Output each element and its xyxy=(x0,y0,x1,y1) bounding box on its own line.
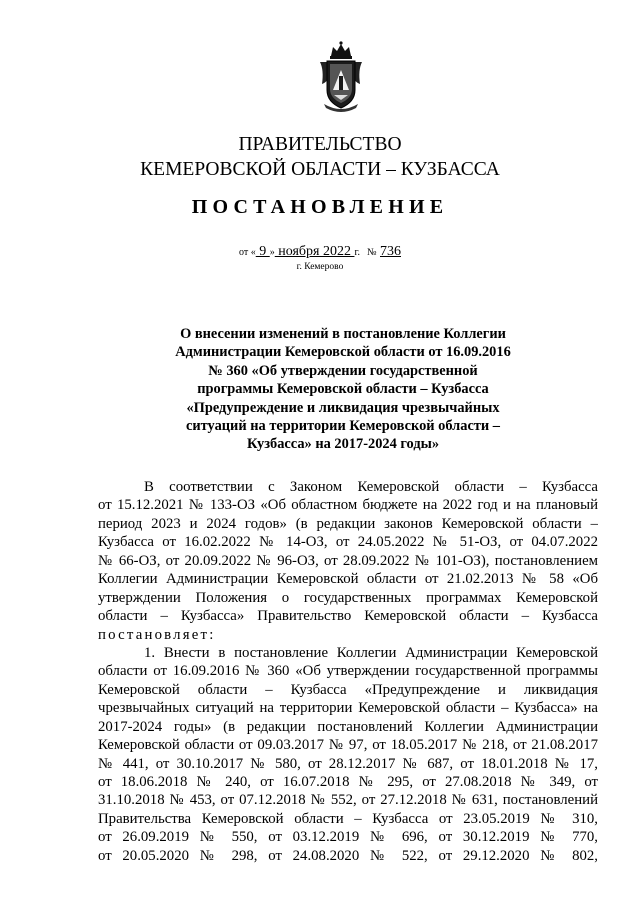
body-line: Правительства Кемеровской области – Кузбасса от 23.05.2019 № 310, xyxy=(98,810,598,827)
date-prefix: от « xyxy=(238,247,256,258)
body-line: области – Кузбасса» Правительство Кемеровской области – Кузбасса xyxy=(98,608,598,625)
document-title xyxy=(166,325,520,454)
body-line: от 15.12.2021 № 133-ОЗ «Об областном бюджете на 2022 год и на плановый xyxy=(98,497,598,514)
document-body xyxy=(98,478,598,865)
body-line: 31.10.2018 № 453, от 07.12.2018 № 552, от 27.12.2018 № 631, постановлений xyxy=(98,792,598,809)
date-day: 9 xyxy=(255,244,270,259)
title-line: № 360 «Об утверждении государственной xyxy=(208,362,478,379)
body-line: Кузбасса от 16.02.2022 № 14-ОЗ, от 24.05.2022 № 51-ОЗ, от 04.07.2022 xyxy=(98,534,598,551)
coat-of-arms-emblem xyxy=(318,40,364,112)
title-line: программы Кемеровской области – Кузбасса xyxy=(197,381,489,398)
body-line: от 20.05.2020 № 298, от 24.08.2020 № 522, от 29.12.2020 № 802, xyxy=(98,847,598,864)
body-line: чрезвычайных ситуаций на территории Кемеровской области – Кузбасса» на xyxy=(98,700,598,717)
body-line: Коллегии Администрации Кемеровской области от 21.02.2013 № 58 «Об xyxy=(98,571,598,588)
city-name: г. Кемерово xyxy=(296,262,344,272)
body-line: В соответствии с Законом Кемеровской области – Кузбасса xyxy=(144,479,598,495)
body-line: № 441, от 30.10.2017 № 580, от 28.12.2017 № 687, от 18.01.2018 № 17, xyxy=(98,755,598,772)
body-line: Кемеровской области – Кузбасса «Предупреждение и ликвидация xyxy=(98,681,598,698)
title-line: О внесении изменений в постановление Коллегии xyxy=(180,326,506,342)
title-line: Кузбасса» на 2017-2024 годы» xyxy=(246,436,440,453)
date-month-year: ноября 2022 xyxy=(274,244,355,259)
government-name-line2: КЕМЕРОВСКОЙ ОБЛАСТИ – КУЗБАССА xyxy=(140,159,500,180)
body-line: 2017-2024 годы» (в редакции постановлений Коллегии Администрации xyxy=(98,718,598,735)
body-line: Кемеровской области от 09.03.2017 № 97, от 18.05.2017 № 218, от 21.08.2017 xyxy=(98,737,598,754)
body-line: 1. Внести в постановление Коллегии Администрации Кемеровской xyxy=(144,644,598,661)
body-line: от 18.06.2018 № 240, от 16.07.2018 № 295, от 27.08.2018 № 349, от xyxy=(98,774,598,790)
body-line-resolves: постановляет: xyxy=(98,626,216,643)
body-line: области от 16.09.2016 № 360 «Об утверждении государственной программы xyxy=(98,663,598,680)
document-number: 736 xyxy=(380,244,401,259)
title-line: «Предупреждение и ликвидация чрезвычайных xyxy=(186,399,500,416)
title-line: Администрации Кемеровской области от 16.09.2016 xyxy=(175,344,511,361)
body-line: № 66-ОЗ, от 20.09.2022 № 96-ОЗ, от 28.09.2022 № 101-ОЗ), постановлением xyxy=(98,552,598,569)
date-year-suffix: г. xyxy=(354,247,360,258)
date-mid: » xyxy=(269,247,275,258)
body-line: от 26.09.2019 № 550, от 03.12.2019 № 696, от 30.12.2019 № 770, xyxy=(98,829,598,846)
body-line: период 2023 и 2024 годов» (в редакции законов Кемеровской области – xyxy=(98,515,598,532)
number-prefix: № xyxy=(366,247,377,258)
body-line: утверждении Положения о государственных программах Кемеровской xyxy=(98,589,598,606)
government-name-line1: ПРАВИТЕЛЬСТВО xyxy=(238,134,402,155)
document-type-heading: ПОСТАНОВЛЕНИЕ xyxy=(191,196,449,218)
date-number-line xyxy=(0,244,640,261)
title-line: ситуаций на территории Кемеровской области – xyxy=(186,418,500,435)
